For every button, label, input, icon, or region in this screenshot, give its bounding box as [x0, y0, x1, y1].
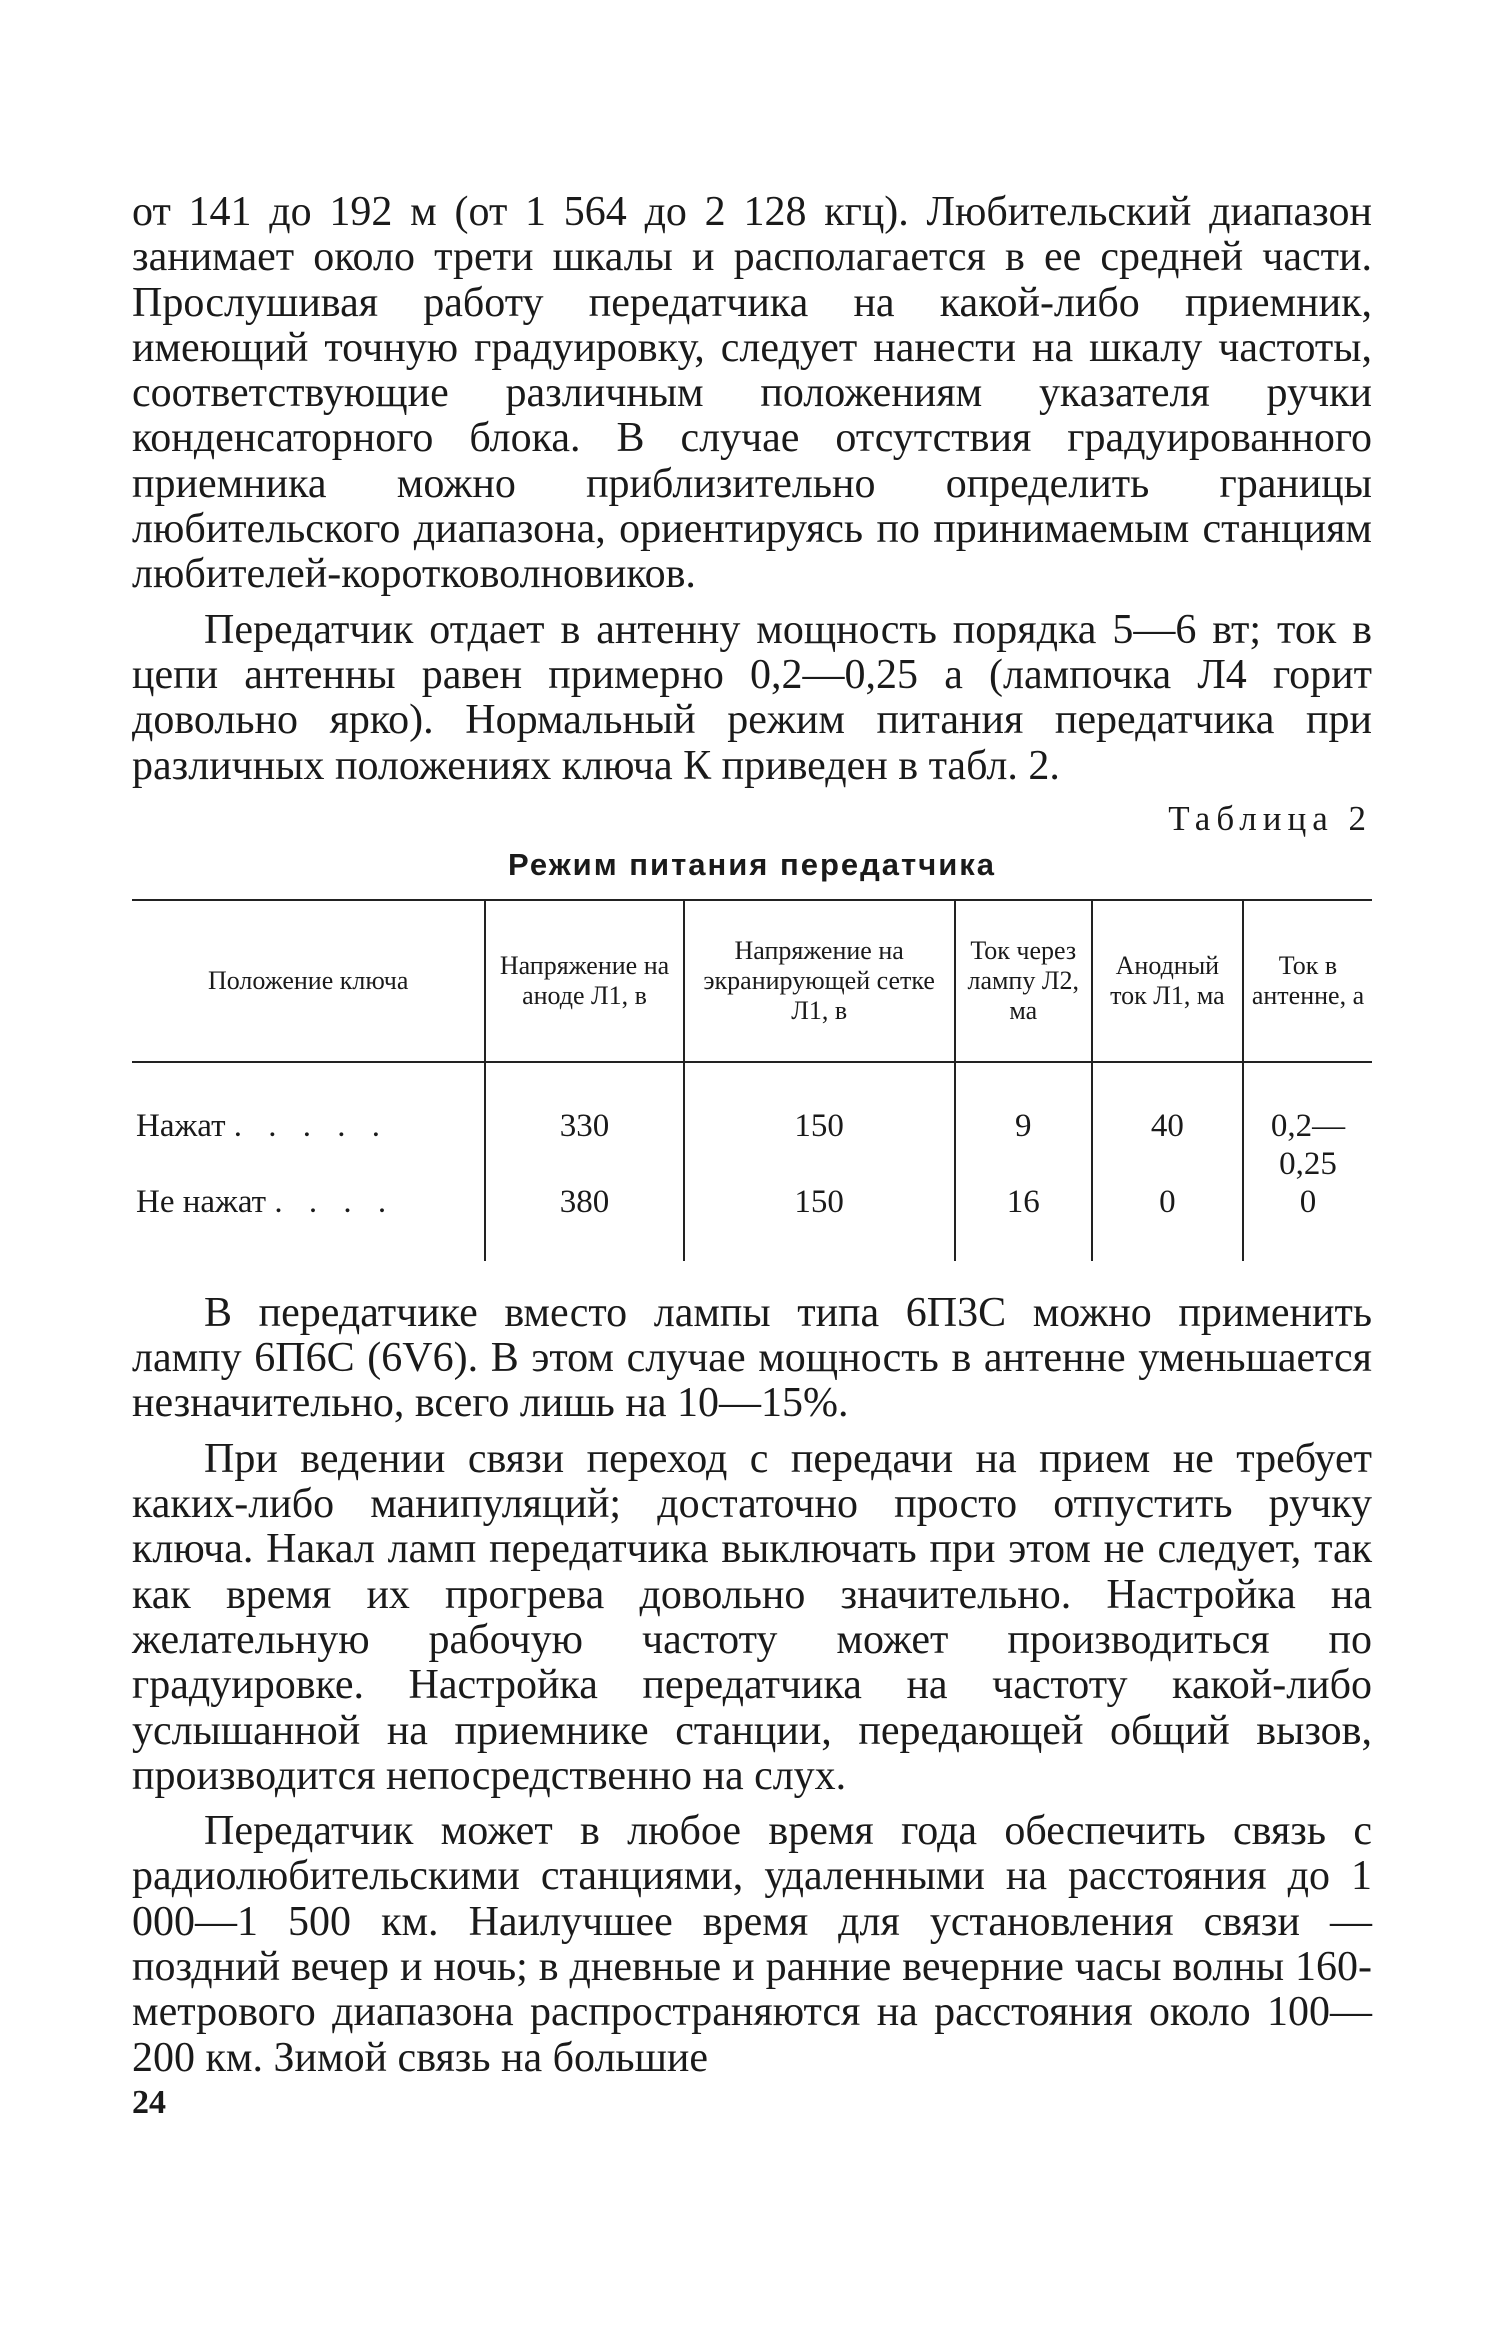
- cell-key-position: Не нажат . . . .: [136, 1183, 396, 1220]
- header-anode-current: Анодный ток Л1, ма: [1092, 900, 1243, 1062]
- page-content: [132, 190, 1372, 2081]
- cell-lamp-current: 16: [955, 1183, 1092, 1261]
- paragraph-5: Передатчик может в любое время года обеспечить связь с радиолюбительскими станциями, удаленными на расстояния до 1 000—1 500 км. Наилучшее время для установления связи — поздний вечер и ночь; в дневные и ранние вечерние часы волны 160-метрового диапазона распространяются на расстояния около 100—200 км. Зимой связь на большие: [132, 1808, 1372, 2081]
- cell-anode-current: 40: [1092, 1062, 1243, 1183]
- regime-table: [132, 899, 1372, 1261]
- cell-antenna-current: 0: [1243, 1183, 1372, 1261]
- paragraph-3: В передатчике вместо лампы типа 6П3С можно применить лампу 6П6С (6V6). В этом случае мощность в антенне уменьшается незначительно, всего лишь на 10—15%.: [132, 1289, 1372, 1427]
- paragraph-1: от 141 до 192 м (от 1 564 до 2 128 кгц). Любительский диапазон занимает около трети шкалы и располагается в ее средней части. Прослушивая работу передатчика на какой-либо приемник, имеющий точную градуировку, следует нанести на шкалу частоты, соответствующие различным положениям указателя ручки конденсаторного блока. В случае отсутствия градуированного приемника можно приблизительно определить границы любительского диапазона, ориентируясь по принимаемым станциям любителей-коротковолновиков.: [132, 189, 1372, 598]
- cell-screen-voltage: 150: [684, 1062, 955, 1183]
- header-anode-voltage: Напряжение на аноде Л1, в: [485, 900, 683, 1062]
- paragraph-2: Передатчик отдает в антенну мощность порядка 5—6 вт; ток в цепи антенны равен примерно 0,2—0,25 а (лампочка Л4 горит довольно ярко). Нормальный режим питания передатчика при различных положениях ключа К приведен в табл. 2.: [132, 606, 1372, 789]
- cell-lamp-current: 9: [955, 1062, 1092, 1183]
- header-antenna-current: Ток в антенне, а: [1243, 900, 1372, 1062]
- leader-dots: . . . .: [274, 1183, 396, 1220]
- table-header-row: [132, 900, 1372, 1062]
- cell-antenna-current: 0,2—0,25: [1243, 1062, 1372, 1183]
- cell-key-position: Нажат . . . . .: [136, 1107, 389, 1144]
- table-row: [132, 1183, 1372, 1261]
- header-screen-voltage: Напряжение на экранирующей сетке Л1, в: [684, 900, 955, 1062]
- table-title: Режим питания передатчика: [507, 846, 997, 882]
- cell-anode-voltage: 380: [485, 1183, 683, 1261]
- cell-anode-current: 0: [1092, 1183, 1243, 1261]
- header-lamp-current: Ток через лампу Л2, ма: [955, 900, 1092, 1062]
- paragraph-4: При ведении связи переход с передачи на прием не требует каких-либо манипуляций; достаточно просто отпустить ручку ключа. Накал ламп передатчика выключать при этом не следует, так как время их прогрева довольно значительно. Настройка на желательную рабочую частоту может производиться по градуировке. Настройка передатчика на частоту какой-либо услышанной на приемнике станции, передающей общий вызов, производится непосредственно на слух.: [132, 1435, 1372, 1799]
- table-label: Таблица 2: [1168, 798, 1372, 838]
- cell-anode-voltage: 330: [485, 1062, 683, 1183]
- table-row: [132, 1062, 1372, 1183]
- header-key-position: Положение ключа: [207, 965, 409, 995]
- leader-dots: . . . . .: [233, 1107, 389, 1144]
- cell-screen-voltage: 150: [684, 1183, 955, 1261]
- page-number: 24: [132, 2084, 166, 2121]
